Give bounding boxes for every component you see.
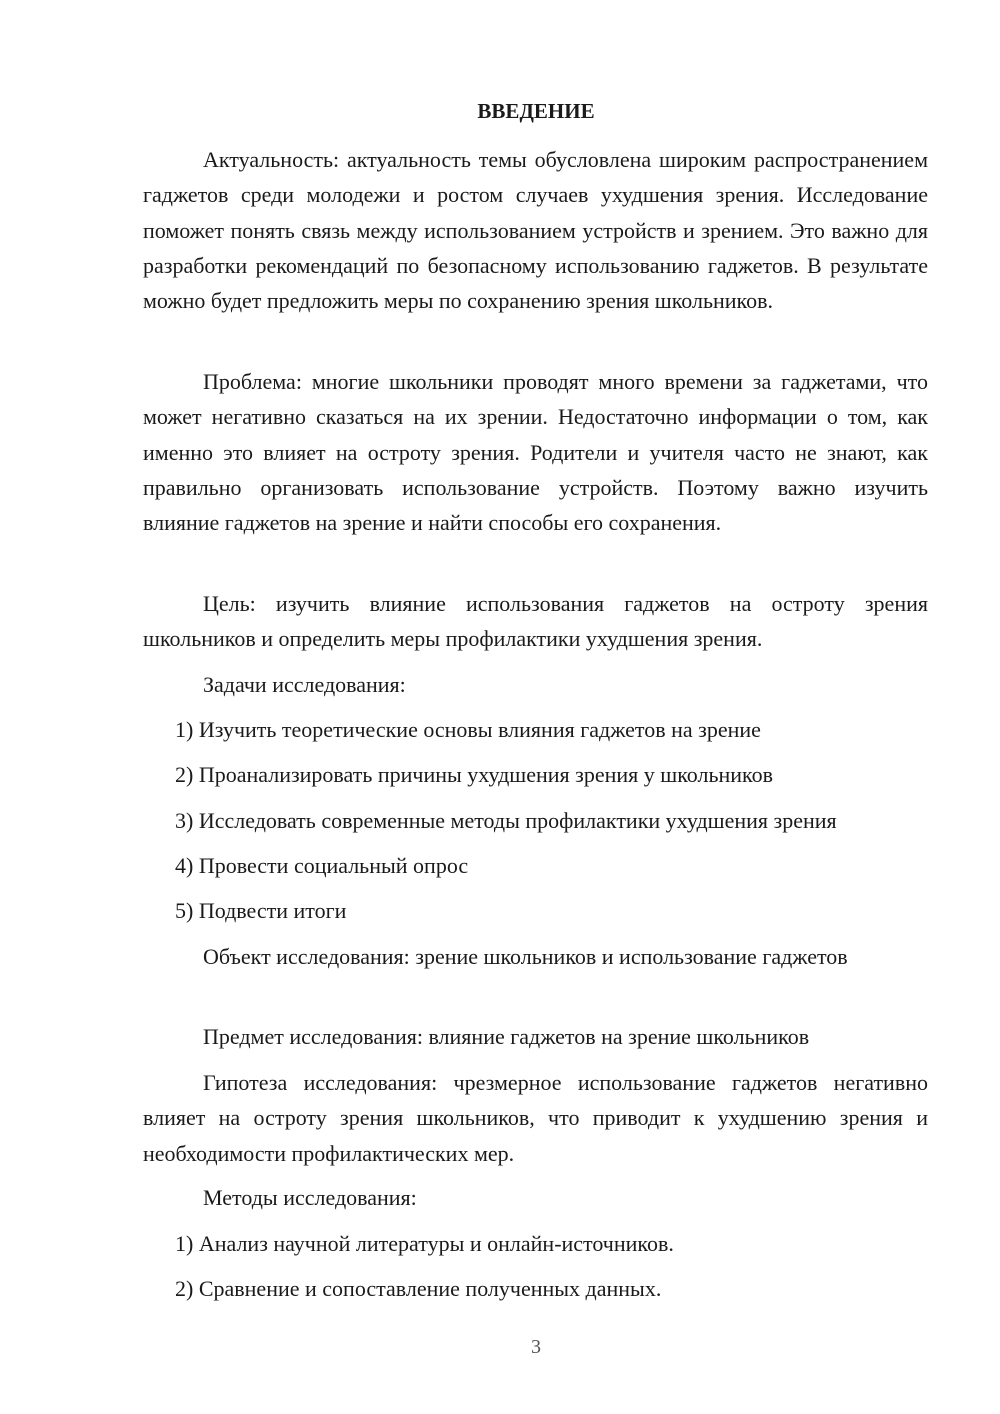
tasks-heading: Задачи исследования: bbox=[203, 672, 406, 697]
task-item-3: 3) Исследовать современные методы профилактики ухудшения зрения bbox=[175, 808, 837, 833]
goal-paragraph: Цель: изучить влияние использования гаджетов на остроту зрения школьников и определить меры профилактики ухудшения зрения. bbox=[143, 591, 928, 652]
subject-line: Предмет исследования: влияние гаджетов на зрение школьников bbox=[203, 1024, 810, 1049]
methods-heading: Методы исследования: bbox=[203, 1185, 417, 1210]
problem-paragraph: Проблема: многие школьники проводят много времени за гаджетами, что может негативно сказаться на их зрении. Недостаточно информации о том, как именно это влияет на остроту зрения. Родители и учителя часто не знают, как правильно организовать использование устройств. Поэтому важно изучить влияние гаджетов на зрение и найти способы его сохранения. bbox=[143, 369, 928, 536]
method-item-2: 2) Сравнение и сопоставление полученных данных. bbox=[175, 1276, 662, 1301]
page-title: ВВЕДЕНИЕ bbox=[477, 99, 595, 123]
method-item-1: 1) Анализ научной литературы и онлайн-источников. bbox=[175, 1231, 674, 1256]
task-item-5: 5) Подвести итоги bbox=[175, 898, 347, 923]
page-number: 3 bbox=[531, 1336, 541, 1358]
relevance-paragraph: Актуальность: актуальность темы обусловлена широким распространением гаджетов среди молодежи и ростом случаев ухудшения зрения. Исследование поможет понять связь между использованием устройств и зрением. Это важно для разработки рекомендаций по безопасному использованию гаджетов. В результате можно будет предложить меры по сохранению зрения школьников. bbox=[143, 147, 928, 314]
task-item-4: 4) Провести социальный опрос bbox=[175, 853, 469, 878]
hypothesis-paragraph: Гипотеза исследования: чрезмерное использование гаджетов негативно влияет на остроту зрения школьников, что приводит к ухудшению зрения и необходимости профилактических мер. bbox=[143, 1070, 928, 1166]
task-item-2: 2) Проанализировать причины ухудшения зрения у школьников bbox=[175, 762, 774, 787]
object-paragraph: Объект исследования: зрение школьников и использование гаджетов bbox=[203, 944, 848, 969]
task-item-1: 1) Изучить теоретические основы влияния гаджетов на зрение bbox=[175, 717, 761, 742]
